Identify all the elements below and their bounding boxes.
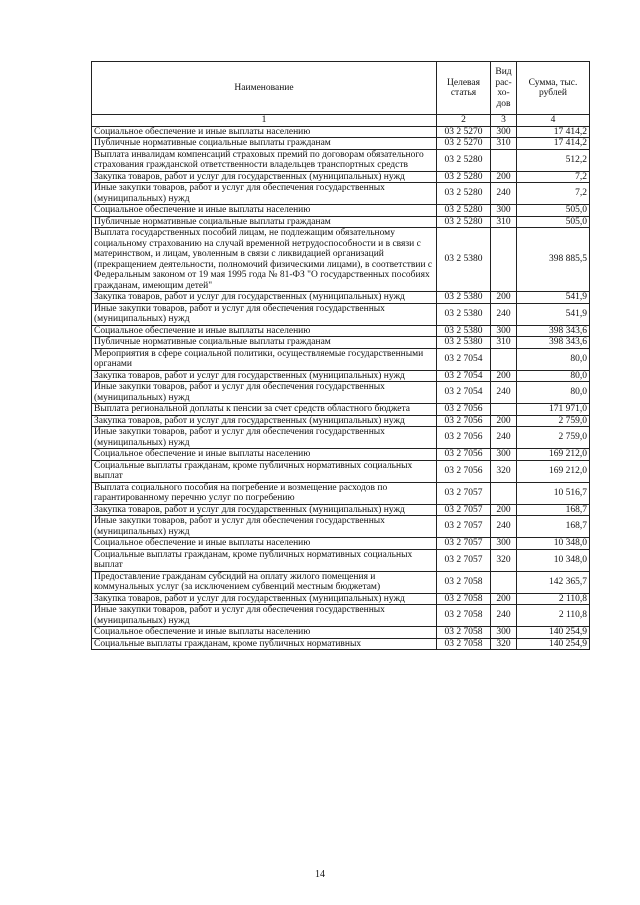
table-row (92, 449, 590, 461)
row-name: Социальное обеспечение и иные выплаты населению (92, 325, 437, 337)
row-expense-type: 200 (491, 292, 517, 304)
row-name: Закупка товаров, работ и услуг для государственных (муниципальных) нужд (92, 292, 437, 304)
row-sum: 80,0 (517, 348, 590, 370)
row-expense-type (491, 228, 517, 292)
row-name: Социальное обеспечение и иные выплаты населению (92, 126, 437, 138)
row-expense-type: 300 (491, 126, 517, 138)
row-name: Выплата инвалидам компенсаций страховых премий по договорам обязательного страхования гражданской ответственности владельцев транспортных средств (92, 149, 437, 171)
row-expense-type (491, 404, 517, 416)
row-name: Иные закупки товаров, работ и услуг для обеспечения государственных (муниципальных) нужд (92, 605, 437, 627)
row-expense-type: 300 (491, 325, 517, 337)
row-expense-type: 240 (491, 427, 517, 449)
row-target-code: 03 2 7057 (437, 516, 491, 538)
row-sum: 2 759,0 (517, 427, 590, 449)
row-target-code: 03 2 7057 (437, 504, 491, 516)
row-name: Социальные выплаты гражданам, кроме публичных нормативных социальных выплат (92, 549, 437, 571)
row-name: Закупка товаров, работ и услуг для государственных (муниципальных) нужд (92, 504, 437, 516)
header-code: Целевая статья (437, 62, 491, 115)
row-expense-type: 200 (491, 504, 517, 516)
row-sum: 541,9 (517, 303, 590, 325)
row-target-code: 03 2 7056 (437, 427, 491, 449)
row-target-code: 03 2 7057 (437, 538, 491, 550)
row-target-code: 03 2 7056 (437, 404, 491, 416)
row-target-code: 03 2 7058 (437, 593, 491, 605)
row-name: Социальное обеспечение и иные выплаты населению (92, 449, 437, 461)
row-sum: 80,0 (517, 382, 590, 404)
table-row (92, 415, 590, 427)
row-target-code: 03 2 7058 (437, 605, 491, 627)
row-name: Социальное обеспечение и иные выплаты населению (92, 205, 437, 217)
row-expense-type (491, 571, 517, 593)
row-expense-type: 300 (491, 205, 517, 217)
row-sum: 142 365,7 (517, 571, 590, 593)
row-name: Предоставление гражданам субсидий на оплату жилого помещения и коммунальных услуг (за исключением субвенций местным бюджетам) (92, 571, 437, 593)
row-sum: 10 348,0 (517, 549, 590, 571)
table-row (92, 337, 590, 349)
table-row (92, 404, 590, 416)
row-target-code: 03 2 7057 (437, 549, 491, 571)
row-sum: 398 343,6 (517, 325, 590, 337)
row-sum: 169 212,0 (517, 449, 590, 461)
row-expense-type (491, 482, 517, 504)
row-sum: 398 343,6 (517, 337, 590, 349)
row-target-code: 03 2 5280 (437, 183, 491, 205)
table-row (92, 549, 590, 571)
row-target-code: 03 2 5380 (437, 337, 491, 349)
row-target-code: 03 2 7057 (437, 482, 491, 504)
column-number: 1 (92, 115, 437, 127)
row-expense-type: 320 (491, 460, 517, 482)
row-target-code: 03 2 7058 (437, 627, 491, 639)
table-row (92, 538, 590, 550)
row-expense-type: 310 (491, 216, 517, 228)
table-row (92, 605, 590, 627)
row-name: Иные закупки товаров, работ и услуг для обеспечения государственных (муниципальных) нужд (92, 516, 437, 538)
row-sum: 505,0 (517, 205, 590, 217)
table-row (92, 571, 590, 593)
row-expense-type: 300 (491, 449, 517, 461)
table-row (92, 183, 590, 205)
row-expense-type: 200 (491, 415, 517, 427)
column-number: 4 (517, 115, 590, 127)
table-row (92, 138, 590, 150)
row-expense-type: 200 (491, 370, 517, 382)
row-target-code: 03 2 7058 (437, 638, 491, 650)
row-expense-type: 320 (491, 638, 517, 650)
row-target-code: 03 2 5280 (437, 216, 491, 228)
row-target-code: 03 2 7056 (437, 460, 491, 482)
row-name: Иные закупки товаров, работ и услуг для обеспечения государственных (муниципальных) нужд (92, 303, 437, 325)
row-sum: 10 516,7 (517, 482, 590, 504)
row-target-code: 03 2 5270 (437, 126, 491, 138)
row-target-code: 03 2 7056 (437, 415, 491, 427)
row-sum: 168,7 (517, 504, 590, 516)
table-row (92, 482, 590, 504)
row-sum: 80,0 (517, 370, 590, 382)
row-name: Закупка товаров, работ и услуг для государственных (муниципальных) нужд (92, 370, 437, 382)
row-name: Мероприятия в сфере социальной политики, осуществляемые государственными органами (92, 348, 437, 370)
table-row (92, 348, 590, 370)
row-target-code: 03 2 5280 (437, 171, 491, 183)
row-name: Социальное обеспечение и иные выплаты населению (92, 538, 437, 550)
row-expense-type (491, 348, 517, 370)
row-target-code: 03 2 7054 (437, 370, 491, 382)
row-sum: 2 110,8 (517, 605, 590, 627)
header-sum: Сумма, тыс. рублей (517, 62, 590, 115)
row-name: Публичные нормативные социальные выплаты гражданам (92, 337, 437, 349)
row-target-code: 03 2 5380 (437, 325, 491, 337)
table-row (92, 149, 590, 171)
header-name: Наименование (92, 62, 437, 115)
row-sum: 2 110,8 (517, 593, 590, 605)
table-row (92, 516, 590, 538)
row-expense-type: 310 (491, 138, 517, 150)
row-sum: 17 414,2 (517, 126, 590, 138)
row-sum: 398 885,5 (517, 228, 590, 292)
row-name: Выплата региональной доплаты к пенсии за счет средств областного бюджета (92, 404, 437, 416)
row-name: Публичные нормативные социальные выплаты гражданам (92, 216, 437, 228)
table-row (92, 504, 590, 516)
row-sum: 17 414,2 (517, 138, 590, 150)
table-row (92, 382, 590, 404)
row-expense-type: 200 (491, 593, 517, 605)
table-row (92, 205, 590, 217)
row-target-code: 03 2 5380 (437, 228, 491, 292)
row-sum: 168,7 (517, 516, 590, 538)
row-sum: 169 212,0 (517, 460, 590, 482)
row-target-code: 03 2 5270 (437, 138, 491, 150)
row-expense-type (491, 149, 517, 171)
table-row (92, 171, 590, 183)
header-row (92, 62, 590, 115)
row-sum: 7,2 (517, 183, 590, 205)
row-expense-type: 240 (491, 605, 517, 627)
row-expense-type: 240 (491, 183, 517, 205)
table-row (92, 593, 590, 605)
row-expense-type: 300 (491, 627, 517, 639)
row-sum: 171 971,0 (517, 404, 590, 416)
table-body (92, 126, 590, 650)
table-row (92, 126, 590, 138)
row-expense-type: 200 (491, 171, 517, 183)
budget-table (91, 61, 590, 650)
column-number: 2 (437, 115, 491, 127)
row-sum: 10 348,0 (517, 538, 590, 550)
header-type: Вид рас-хо-дов (491, 62, 517, 115)
row-name: Социальные выплаты гражданам, кроме публичных нормативных социальных выплат (92, 460, 437, 482)
row-name: Иные закупки товаров, работ и услуг для обеспечения государственных (муниципальных) нужд (92, 427, 437, 449)
row-target-code: 03 2 5380 (437, 303, 491, 325)
row-name: Закупка товаров, работ и услуг для государственных (муниципальных) нужд (92, 171, 437, 183)
table-row (92, 627, 590, 639)
column-number: 3 (491, 115, 517, 127)
row-name: Социальные выплаты гражданам, кроме публичных нормативных (92, 638, 437, 650)
row-expense-type: 240 (491, 516, 517, 538)
row-expense-type: 310 (491, 337, 517, 349)
row-target-code: 03 2 7054 (437, 382, 491, 404)
row-name: Выплата государственных пособий лицам, не подлежащим обязательному социальному страхованию на случай временной нетрудоспособности и в связи с материнством, и лицам, уволенным в связи с ликвидацией организаций (прекращением деятельности, полномочий физическими лицами), в соответствии с Федеральным законом от 19 мая 1995 года № 81-ФЗ "О государственных пособиях гражданам, имеющим детей" (92, 228, 437, 292)
row-name: Социальное обеспечение и иные выплаты населению (92, 627, 437, 639)
row-sum: 541,9 (517, 292, 590, 304)
column-number-row (92, 115, 590, 127)
row-target-code: 03 2 7058 (437, 571, 491, 593)
row-expense-type: 300 (491, 538, 517, 550)
table-row (92, 427, 590, 449)
row-name: Иные закупки товаров, работ и услуг для обеспечения государственных (муниципальных) нужд (92, 183, 437, 205)
row-name: Закупка товаров, работ и услуг для государственных (муниципальных) нужд (92, 593, 437, 605)
row-sum: 140 254,9 (517, 627, 590, 639)
row-expense-type: 240 (491, 382, 517, 404)
row-name: Закупка товаров, работ и услуг для государственных (муниципальных) нужд (92, 415, 437, 427)
row-expense-type: 240 (491, 303, 517, 325)
row-target-code: 03 2 7056 (437, 449, 491, 461)
table-row (92, 370, 590, 382)
table-row (92, 216, 590, 228)
table-row (92, 292, 590, 304)
page-number: 14 (315, 869, 325, 880)
row-target-code: 03 2 5380 (437, 292, 491, 304)
table-row (92, 325, 590, 337)
table-row (92, 460, 590, 482)
row-target-code: 03 2 7054 (437, 348, 491, 370)
row-name: Публичные нормативные социальные выплаты гражданам (92, 138, 437, 150)
row-name: Иные закупки товаров, работ и услуг для обеспечения государственных (муниципальных) нужд (92, 382, 437, 404)
row-name: Выплата социального пособия на погребение и возмещение расходов по гарантированному перечню услуг по погребению (92, 482, 437, 504)
row-sum: 7,2 (517, 171, 590, 183)
row-target-code: 03 2 5280 (437, 205, 491, 217)
table-row (92, 228, 590, 292)
row-sum: 140 254,9 (517, 638, 590, 650)
table-row (92, 303, 590, 325)
row-expense-type: 320 (491, 549, 517, 571)
row-sum: 2 759,0 (517, 415, 590, 427)
row-target-code: 03 2 5280 (437, 149, 491, 171)
table-row (92, 638, 590, 650)
row-sum: 512,2 (517, 149, 590, 171)
row-sum: 505,0 (517, 216, 590, 228)
